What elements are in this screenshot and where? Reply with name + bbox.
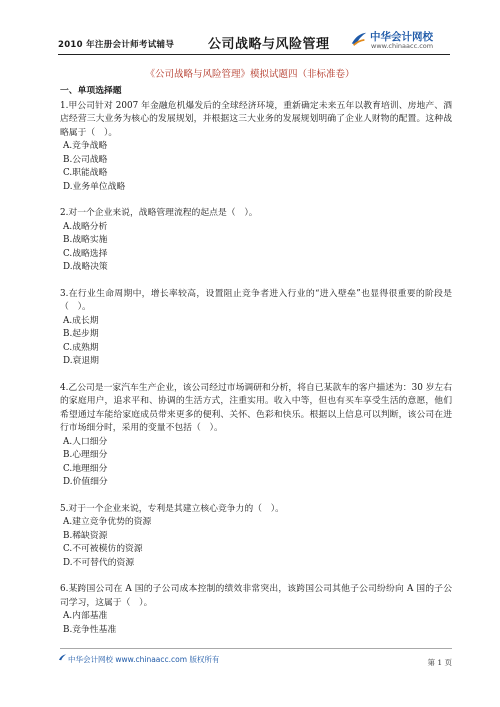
question-option: B.心理细分 [63,450,108,460]
question-option: A.内部基准 [63,611,108,621]
page-number: 第 1 页 [427,658,452,667]
question-option: C.成熟期 [63,342,99,353]
question-item [60,503,452,571]
question-option: B.竞争性基准 [63,624,117,635]
question-option: B.战略实施 [63,235,108,245]
question-option: A.建立竞争优势的资源 [63,517,152,527]
brand-logo[interactable] [350,28,450,52]
page-header [58,26,450,55]
question-option: D.衰退期 [63,356,99,366]
question-item [60,100,452,195]
question-stem: 1.甲公司针对 2007 年金融危机爆发后的全球经济环境，重新确定未来五年以教育培训、房地产、酒店经营三大业务为核心的发展规划，并根据这三大业务的发展规划明确了企业人财物的配置。这种战略属于（ ）。 [60,100,452,138]
footer-brand-line[interactable] [68,654,219,665]
question-option: D.战略决策 [63,262,108,272]
question-option: A.战略分析 [63,221,108,232]
footer-url: www.chinaacc.com [115,655,188,664]
question-option: A.竞争战略 [63,141,108,151]
question-option: A.人口细分 [63,436,108,447]
page-footer [60,648,452,673]
header-subject-title: 公司战略与风险管理 [208,37,330,52]
header-course-label: 2010 年注册会计师考试辅导 [58,40,175,50]
swoosh-logo-icon [58,653,67,662]
question-option: D.业务单位战略 [63,181,126,192]
swoosh-logo-icon [350,30,368,48]
question-option: C.地理细分 [63,463,108,474]
question-stem: 2.对一个企业来说，战略管理流程的起点是（ ）。 [60,208,258,218]
question-list [60,85,452,650]
question-option: B.起步期 [63,329,99,339]
logo-name: 中华会计网校 [370,31,433,43]
exam-title: 《公司战略与风险管理》模拟试题四（非标准卷） [145,69,355,80]
question-option: C.战略选择 [63,248,108,259]
footer-brand: 中华会计网校 [68,655,113,664]
question-item [60,207,452,275]
section-heading: 一、单项选择题 [60,86,122,96]
question-option: D.价值细分 [63,477,108,487]
question-option: C.不可被模仿的资源 [63,544,143,554]
question-option: C.职能战略 [63,168,108,178]
question-item [60,382,452,490]
footer-rights: 版权所有 [189,655,220,664]
question-option: B.公司战略 [63,154,108,165]
logo-url: www.chinaacc.com [371,42,434,50]
question-item [60,288,452,369]
question-item [60,583,452,637]
question-option: B.稀缺资源 [63,530,108,541]
question-stem: 5.对于一个企业来说，专利是其建立核心竞争力的（ ）。 [60,503,284,514]
question-option: A.成长期 [63,315,99,326]
question-stem: 3.在行业生命周期中，增长率较高，设置阻止竞争者进入行业的“进入壁垒”也显得很重要的阶段是（ ）。 [60,288,452,312]
question-option: D.不可替代的资源 [63,557,135,568]
question-stem: 4.乙公司是一家汽车生产企业，该公司经过市场调研和分析，将自已某款车的客户描述为：30 岁左右的家庭用户，追求平和、协调的生活方式，注重实用。收入中等，但也有买车享受生活的意愿，他们希望通过车能给家庭成员带来更多的便利、关怀、色彩和快乐。根据以上信息可以判断，该公司在进行市场细分时，采用的变量不包括（ ）。 [60,382,452,433]
question-stem: 6.某跨国公司在 A 国的子公司成本控制的绩效非常突出，该跨国公司其他子公司纷纷向 A 国的子公司学习，这属于（ ）。 [60,584,452,608]
